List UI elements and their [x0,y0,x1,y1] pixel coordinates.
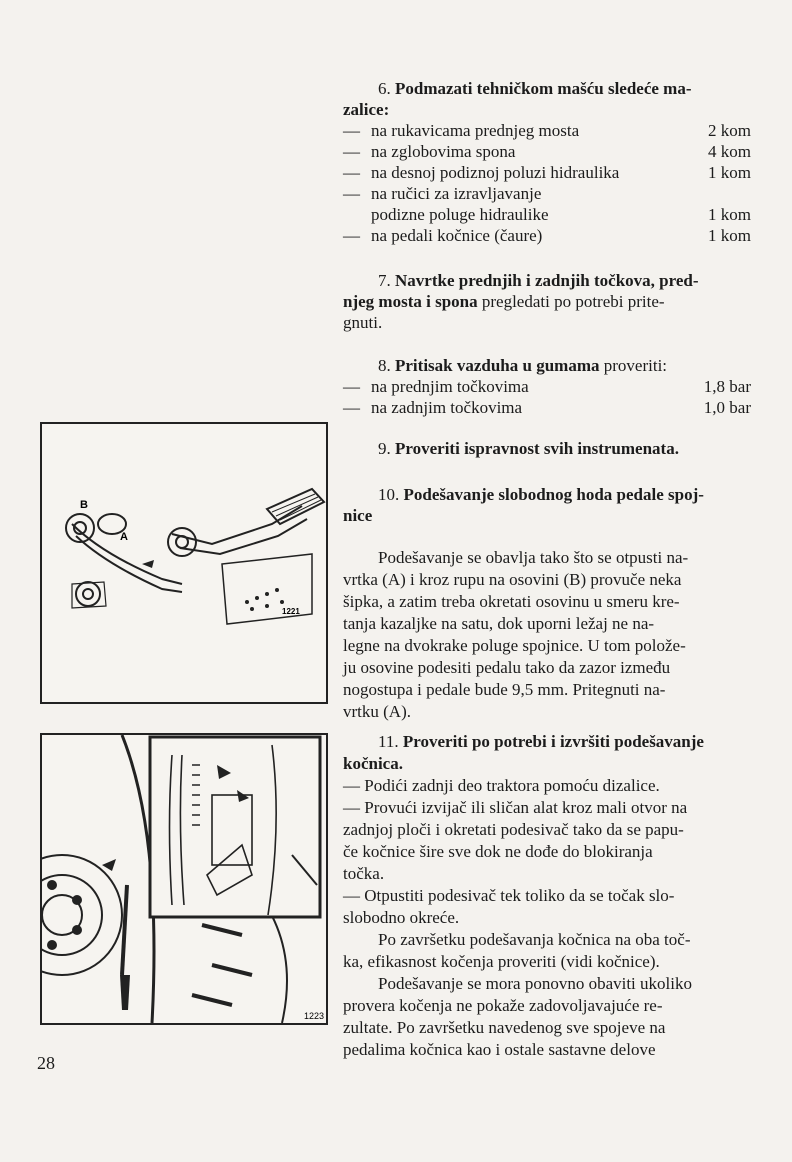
clutch-pedal-illustration [42,424,326,702]
body-line: legne na dvokrake poluge spojnice. U tom polože- [343,636,686,655]
section-6-title-cont: zalice: [343,100,390,119]
section-11-heading-cont [343,753,751,775]
section-7-title-cont: njeg mosta i spona [343,292,478,311]
list-dash: — [343,377,360,396]
section-10-number: 10. [378,485,400,504]
section-7-title: Navrtke prednjih i zadnjih točkova, pred- [395,271,699,290]
section-10-heading [343,484,751,505]
body-line: če kočnice šire sve dok ne dođe do blokiranja [343,842,653,861]
label-b: B [80,499,88,511]
section-6-list [343,120,751,246]
list-item-label: na prednjim točkovima [371,377,529,396]
list-item-qty: 1,0 bar [703,398,751,417]
list-item [343,376,751,397]
section-6-number: 6. [378,79,391,98]
body-line: Podešavanje se obavlja tako što se otpusti na- [378,548,689,567]
page-number: 28 [37,1053,55,1073]
list-item-qty: 1 kom [708,205,751,224]
body-line: — Podići zadnji deo traktora pomoću dizalice. [343,776,660,795]
section-11-title-cont: kočnica. [343,754,403,773]
list-dash: — [343,142,360,161]
section-11-number: 11. [378,732,399,751]
body-line: vrtku (A). [343,702,411,721]
section-7-line1 [343,270,751,291]
figure-clutch-pedal [40,422,328,704]
section-7-number: 7. [378,271,391,290]
body-line: ju osovine podesiti pedalu tako da zazor između [343,658,671,677]
list-item-label: na rukavicama prednjeg mosta [371,121,580,140]
list-item-label: na zadnjim točkovima [371,398,523,417]
body-line: vrtka (A) i kroz rupu na osovini (B) provuče neka [343,570,682,589]
body-line: provera kočenja ne pokaže zadovoljavajuće re- [343,996,663,1015]
body-line: — Provući izvijač ili sličan alat kroz mali otvor na [343,798,688,817]
list-dash: — [343,226,360,245]
section-9 [343,438,751,459]
list-item-qty: 4 kom [708,142,751,161]
list-item-label: podizne poluge hidraulike [371,205,549,224]
list-item [343,225,751,246]
section-9-title: Proveriti ispravnost svih instrumenata. [395,439,679,458]
list-item-qty: 1,8 bar [703,377,751,396]
body-line: šipka, a zatim treba okretati osovinu u smeru kre- [343,592,680,611]
body-line: točka. [343,864,385,883]
section-11 [343,731,751,1061]
section-10-body [343,547,751,723]
body-line: slobodno okreće. [343,908,460,927]
section-7-line2 [343,291,751,312]
section-11-title: Proveriti po potrebi i izvršiti podešavanje [402,732,704,751]
section-10-title-cont: nice [343,506,373,525]
section-10-heading-cont [343,505,751,526]
list-item [343,397,751,418]
section-6-title: Podmazati tehničkom mašću sledeće ma- [395,79,692,98]
section-8-title: Pritisak vazduha u gumama [395,356,600,375]
body-line: Po završetku podešavanja kočnica na oba toč- [378,930,691,949]
list-dash: — [343,121,360,140]
figure-code: 1223 [304,1011,325,1021]
list-dash: — [343,163,360,182]
section-8-heading [343,355,751,376]
list-item [343,183,751,204]
section-7-text: pregledati po potrebi prite- [477,292,665,311]
section-6-heading [343,78,751,99]
body-line: tanja kazaljke na satu, dok uporni ležaj ne na- [343,614,655,633]
list-item [343,204,751,225]
figure-code: 1221 [282,607,300,616]
body-line: Podešavanje se mora ponovno obaviti ukoliko [378,974,692,993]
list-item-label: na pedali kočnice (čaure) [371,226,543,245]
body-line: pedalima kočnica kao i ostale sastavne delove [343,1040,656,1059]
body-line: zultate. Po završetku navedenog sve spojeve na [343,1018,666,1037]
section-10 [343,484,751,526]
list-item-qty: 1 kom [708,163,751,182]
section-7-text-cont: gnuti. [343,313,383,332]
section-8-number: 8. [378,356,391,375]
body-line: ka, efikasnost kočenja proveriti (vidi kočnice). [343,952,660,971]
body-line: zadnjoj ploči i okretati podesivač tako da se papu- [343,820,684,839]
section-6-heading-cont [343,99,751,120]
list-dash: — [343,184,360,203]
list-item [343,141,751,162]
section-7 [343,270,751,333]
section-8-text: proveriti: [599,356,668,375]
body-line: — Otpustiti podesivač tek toliko da se točak slo- [343,886,675,905]
section-10-title: Podešavanje slobodnog hoda pedale spoj- [403,485,704,504]
list-item-qty: 1 kom [708,226,751,245]
body-line: nogostupa i pedale bude 9,5 mm. Pritegnuti na- [343,680,666,699]
section-9-heading [343,438,751,459]
section-9-number: 9. [378,439,391,458]
brake-illustration [42,735,326,1023]
section-8 [343,355,751,418]
list-item [343,120,751,141]
list-item-label: na ručici za izravljavanje [371,184,542,203]
list-item-qty: 2 kom [708,121,751,140]
figure-brake-adjustment [40,733,328,1025]
section-6 [343,78,751,246]
list-item-label: na desnoj podiznoj poluzi hidraulika [371,163,620,182]
list-item-label: na zglobovima spona [371,142,516,161]
list-dash: — [343,398,360,417]
list-item [343,162,751,183]
section-11-heading [343,731,751,753]
label-a: A [120,531,128,543]
